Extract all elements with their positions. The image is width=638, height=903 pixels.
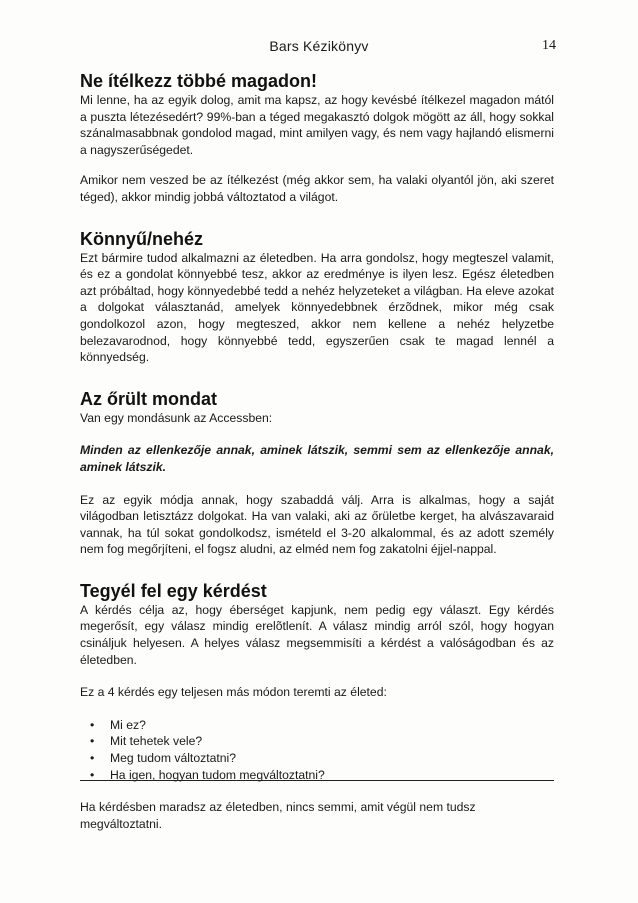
paragraph: Mi lenne, ha az egyik dolog, amit ma kapsz, az hogy kevésbé ítélkezel magadon mától a puszta létezésedért? 99%-ban a téged megakasztó dolgok mögött az áll, hogy sokkal szánalmasabbnak gondolod magad, mint amilyen vagy, és nem vagy hajlandó elismerni a nagyszerűségedet. bbox=[80, 93, 554, 157]
page-header bbox=[0, 38, 638, 58]
list-item-text: Mit tehetek vele? bbox=[110, 734, 203, 749]
bullet-icon: • bbox=[90, 717, 95, 732]
bullet-icon: • bbox=[90, 751, 95, 766]
section-heading-konnyu-nehez: Könnyű/nehéz bbox=[80, 228, 204, 249]
bullet-icon: • bbox=[90, 734, 95, 749]
paragraph: Amikor nem veszed be az ítélkezést (még akkor sem, ha valaki olyantól jön, aki szeret téged), akkor mindig jobbá változtatod a világot. bbox=[80, 173, 554, 204]
paragraph: Van egy mondásunk az Accessben: bbox=[80, 410, 273, 425]
bullet-icon: • bbox=[90, 767, 95, 782]
page-number: 14 bbox=[542, 38, 556, 53]
page-content bbox=[80, 70, 554, 832]
section-heading-orult-mondat: Az őrült mondat bbox=[80, 388, 217, 409]
quote-text: Minden az ellenkezője annak, aminek látszik, semmi sem az ellenkezője annak, aminek látszik. bbox=[80, 443, 554, 474]
paragraph: Ez a 4 kérdés egy teljesen más módon teremti az életed: bbox=[80, 685, 387, 700]
paragraph: Ha kérdésben maradsz az életedben, nincs semmi, amit végül nem tudsz megváltoztatni. bbox=[80, 800, 476, 831]
paragraph: Ez az egyik módja annak, hogy szabaddá válj. Arra is alkalmas, hogy a saját világodban letisztázz dolgokat. Ha van valaki, aki az őrületbe kerget, ha alvászavaraid vannak, ha túl sokat gondolkodsz, ismételd el 3-20 alkalommal, és az adott személy nem fog megőrjíteni, el fogsz aludni, az elméd nem fog zakatolni éjjel-nappal. bbox=[80, 492, 554, 557]
header-title: Bars Kézikönyv bbox=[269, 38, 369, 54]
question-list bbox=[80, 717, 554, 783]
list-item bbox=[80, 733, 554, 750]
paragraph: Ezt bármire tudod alkalmazni az életedben. Ha arra gondolsz, hogy megteszel valamit, és ez a gondolat könnyebbé tesz, akkor az eredménye is ilyen lesz. Egész életedben azt próbáltad, hogy könnyedebbé tedd a nehéz helyzeteket a világban. Ha eleve azokat a dolgokat választanád, amelyek könnyedebbnek érzõdnek, mikor még csak gondolkozol azon, hogy megteszed, akkor nem kellene a nehéz helyzetbe belezavarodnod, hogy könnyebbé tedd, egyszerűen csak te magad lennél a könnyedség. bbox=[80, 250, 554, 365]
section-heading-kerdes: Tegyél fel egy kérdést bbox=[80, 580, 267, 601]
list-item-text: Mi ez? bbox=[110, 717, 146, 732]
list-item-text: Ha igen, hogyan tudom megváltoztatni? bbox=[110, 767, 325, 782]
list-item bbox=[80, 750, 554, 767]
paragraph: A kérdés célja az, hogy éberséget kapjunk, nem pedig egy választ. Egy kérdés megerősít, egy válasz mindig erelõtlenít. A válasz mindig arról szól, hogy hogyan csináljuk helyesen. A helyes válasz megsemmisíti a kérdést a valóságodban és az életedben. bbox=[80, 602, 554, 667]
footer-rule bbox=[80, 780, 554, 781]
list-item-text: Meg tudom változtatni? bbox=[110, 751, 237, 766]
list-item bbox=[80, 717, 554, 734]
section-heading-itelkezes: Ne ítélkezz többé magadon! bbox=[80, 71, 318, 91]
